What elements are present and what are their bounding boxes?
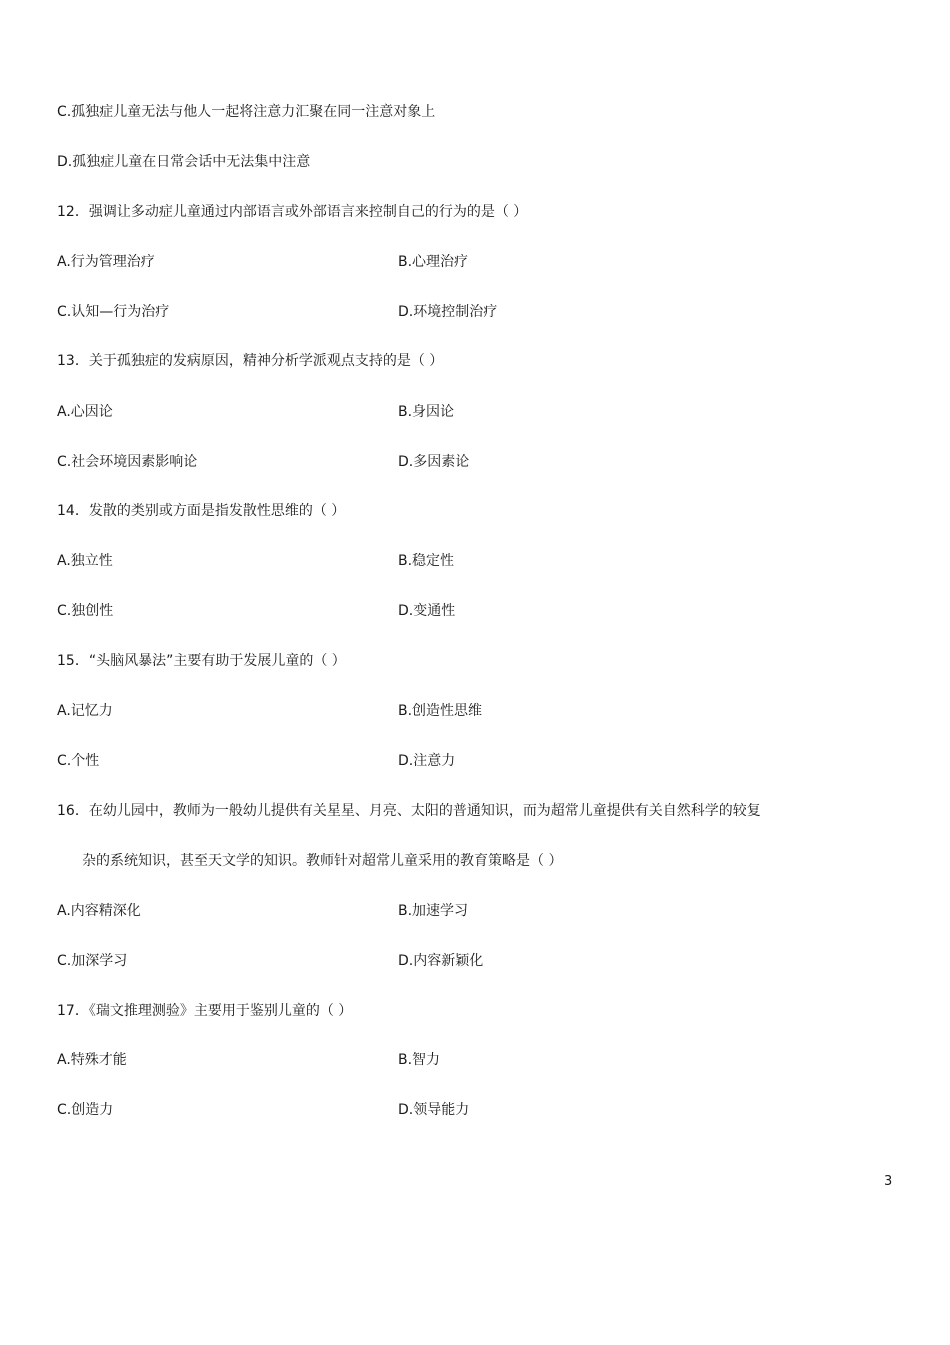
question-12-option-b: B.心理治疗 xyxy=(398,254,469,270)
question-14: 14．发散的类别或方面是指发散性思维的（ ） xyxy=(57,503,346,519)
question-16-continuation: 杂的系统知识，甚至天文学的知识。教师针对超常儿童采用的教育策略是（ ） xyxy=(82,853,563,869)
question-12: 12．强调让多动症儿童通过内部语言或外部语言来控制自己的行为的是（ ） xyxy=(57,204,528,220)
question-15-option-c: C.个性 xyxy=(57,753,100,769)
question-14-option-a: A.独立性 xyxy=(57,553,113,569)
question-16-option-b: B.加速学习 xyxy=(398,903,469,919)
question-14-option-b: B.稳定性 xyxy=(398,553,455,569)
question-16-option-c: C.加深学习 xyxy=(57,953,128,969)
question-15: 15．“头脑风暴法”主要有助于发展儿童的（ ） xyxy=(57,653,346,669)
question-16: 16．在幼儿园中，教师为一般幼儿提供有关星星、月亮、太阳的普通知识，而为超常儿童提供有关自然科学的较复 xyxy=(57,803,761,819)
question-12-option-d: D.环境控制治疗 xyxy=(398,304,498,320)
question-13: 13．关于孤独症的发病原因，精神分析学派观点支持的是（ ） xyxy=(57,353,444,369)
question-13-option-d: D.多因素论 xyxy=(398,454,470,470)
question-14-option-c: C.独创性 xyxy=(57,603,114,619)
page-number: 3 xyxy=(884,1174,893,1189)
question-17-option-a: A.特殊才能 xyxy=(57,1052,127,1068)
question-17-option-b: B.智力 xyxy=(398,1052,441,1068)
question-13-option-b: B.身因论 xyxy=(398,404,455,420)
question-16-option-a: A.内容精深化 xyxy=(57,903,141,919)
question-17: 17．《瑞文推理测验》主要用于鉴别儿童的（ ） xyxy=(57,1003,353,1019)
question-13-option-c: C.社会环境因素影响论 xyxy=(57,454,198,470)
question-14-option-d: D.变通性 xyxy=(398,603,456,619)
option-d-line: D.孤独症儿童在日常会话中无法集中注意 xyxy=(57,154,311,170)
question-15-option-a: A.记忆力 xyxy=(57,703,113,719)
question-13-option-a: A.心因论 xyxy=(57,404,113,420)
question-16-option-d: D.内容新颖化 xyxy=(398,953,484,969)
question-12-option-c: C.认知—行为治疗 xyxy=(57,304,170,320)
option-c-line: C.孤独症儿童无法与他人一起将注意力汇聚在同一注意对象上 xyxy=(57,104,436,120)
question-12-option-a: A.行为管理治疗 xyxy=(57,254,155,270)
question-15-option-b: B.创造性思维 xyxy=(398,703,483,719)
question-17-option-c: C.创造力 xyxy=(57,1102,114,1118)
question-15-option-d: D.注意力 xyxy=(398,753,456,769)
question-17-option-d: D.领导能力 xyxy=(398,1102,470,1118)
